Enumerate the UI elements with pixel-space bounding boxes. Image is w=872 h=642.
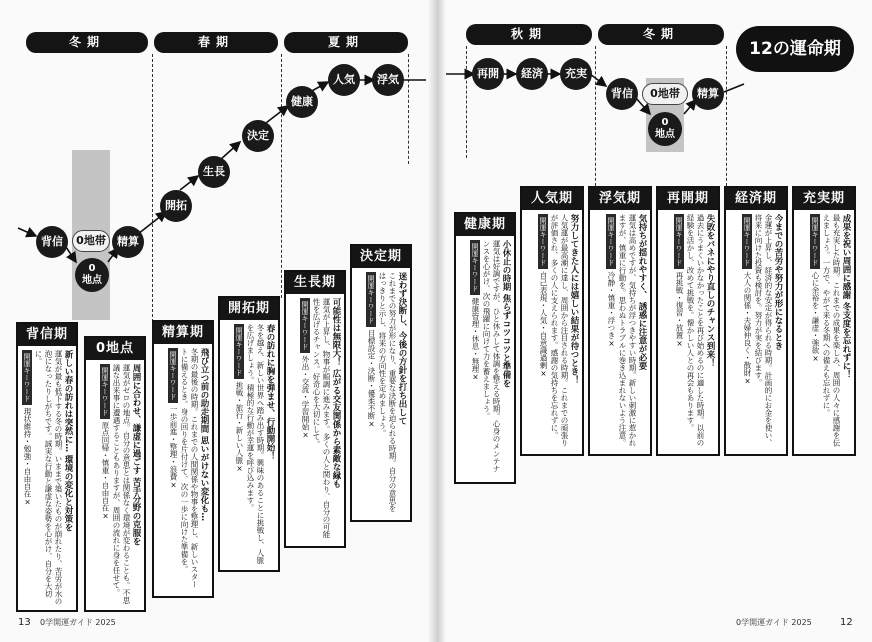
period-lead: 周囲に合わせ、謙虚に過ごす 苦手分野の克服を <box>131 364 141 546</box>
period-body: これまでの努力が形になり、重要な決断を迫られる時期。自分の意思をはっきりと示し、将来の方向性を定めましょう。 <box>378 272 397 512</box>
period-text <box>661 214 715 450</box>
node-juujitsu: 充実 <box>560 58 592 90</box>
period-lead: 可能性は無限大！ 広がる交友関係から素敵な縁も <box>331 298 341 488</box>
period-lead: 小休止の時期 焦らずコツコツと準備を <box>501 240 511 388</box>
period-column-uwaki <box>588 186 652 456</box>
season-bar-winter-left <box>26 32 148 53</box>
period-text <box>157 348 209 592</box>
period-text <box>289 298 341 542</box>
season-label: 冬期 <box>642 27 679 41</box>
keyword-label: 開運キーワード <box>100 364 110 419</box>
period-keywords: 心に余裕を・謙虚・強欲× <box>811 271 820 363</box>
period-column-seichou <box>284 270 346 548</box>
period-body: 運気は高めですが、気持ちが浮つきやすい時期。新しい刺激に惹かれますが、慎重に行動を。思わぬトラブルに巻き込まれないよう注意。 <box>618 214 637 447</box>
keyword-label: 開運キーワード <box>22 350 32 405</box>
period-keywords: 再挑戦・復習・放置× <box>675 271 684 348</box>
period-text <box>525 214 579 450</box>
season-bar-spring <box>154 32 278 53</box>
keyword-label: 開運キーワード <box>234 324 244 379</box>
period-column-kaitaku <box>218 296 280 572</box>
season-label: 秋期 <box>510 27 547 41</box>
period-lead: 気持ちが揺れやすく、 誘惑に注意が必要 <box>637 214 647 370</box>
period-body: 冬期の最後の時期。これまでの人間関係や物事を整理し、新しいスタートに備えるとき。身の回りを片付けて、次の一歩に向けた準備を。 <box>180 348 199 588</box>
keyword-label: 開運キーワード <box>538 214 548 269</box>
book-gutter <box>428 0 446 642</box>
node-kenkou: 健康 <box>286 86 318 118</box>
period-lead: 努力してきた人には嬉しい結果が待つとき！ <box>569 214 579 384</box>
period-lead: 飛び立つ前の助走期間 思いがけない変化も… <box>199 348 209 521</box>
period-body: 運気が最も低下する冬の時期。いままで築いたものが崩れたり、苦労が水の泡になったりしがちです。誠実な行動と謙虚な姿勢を心がけ、自分を大切に。 <box>34 350 63 605</box>
keyword-label: 開運キーワード <box>742 214 752 269</box>
node-saikai: 再開 <box>472 58 504 90</box>
node-seisan-right: 精算 <box>692 78 724 110</box>
period-title: 再開期 <box>658 188 718 210</box>
period-body: 運気が上昇し、物事が順調に進みます。多くの人と関わり、自分の可能性を広げるチャンス。好奇心を大切にして。 <box>312 298 331 538</box>
node-seichou: 生長 <box>198 156 230 188</box>
node-zero-point-right: 0 地点 <box>648 112 682 146</box>
keyword-label: 開運キーワード <box>300 298 310 353</box>
node-kaitaku: 開拓 <box>160 190 192 222</box>
season-divider <box>466 46 467 158</box>
keyword-label: 開運キーワード <box>366 272 376 327</box>
keyword-label: 開運キーワード <box>470 240 480 295</box>
period-keywords: 挑戦・旅行・新しい人脈× <box>235 381 244 473</box>
period-column-saikai <box>656 186 720 456</box>
period-keywords: 冷静・慎重・浮つき× <box>607 271 616 348</box>
node-haishin: 背信 <box>36 226 68 258</box>
node-zero-zone: 0地帯 <box>72 230 110 252</box>
period-lead: 今までの苦労や努力が形になるとき <box>773 214 783 350</box>
season-label: 春期 <box>197 35 234 49</box>
keyword-label: 開運キーワード <box>810 214 820 269</box>
period-title: 背信期 <box>18 324 76 346</box>
period-text <box>355 272 407 516</box>
period-text <box>797 214 851 450</box>
period-column-keizai <box>724 186 788 456</box>
season-bar-summer <box>284 32 408 53</box>
period-column-kettei <box>350 244 412 522</box>
node-uwaki: 浮気 <box>372 64 404 96</box>
period-lead: 新しい春の訪れは突然に… 環境の変化と対策を <box>63 350 73 532</box>
period-keywords: 目標設定・決断・優柔不断× <box>367 329 376 429</box>
season-divider <box>595 46 596 186</box>
period-text <box>21 350 73 606</box>
period-keywords: 外出・交流・学習開始× <box>301 355 310 440</box>
period-keywords: 健康管理・休息・無理× <box>471 297 480 382</box>
period-keywords: 現状維持・勉強・自由自在× <box>23 407 32 507</box>
node-keizai: 経済 <box>516 58 548 90</box>
period-lead: 迷わず決断し、今後の方針を打ち出して <box>397 272 407 425</box>
period-keywords: 原点回帰・慎重・自由自在× <box>101 421 110 521</box>
period-body: 人気運が最高潮に達し、周囲から注目される時期。これまでの頑張りが評価され、多くの人に支えられます。感謝の気持ちを忘れずに。 <box>550 214 569 447</box>
guide-title-right: 0学開運ガイド 2025 <box>736 618 812 627</box>
season-bar-winter-right <box>598 24 724 45</box>
page-number-left: 13 <box>18 617 31 628</box>
period-column-juujitsu <box>792 186 856 456</box>
period-title: 開拓期 <box>220 298 278 320</box>
period-body: 運気は好調ですが、ひと休みして体調を整える時期。心身のメンテナンスを心がけ、次の飛躍に向けて力を蓄えましょう。 <box>482 240 501 473</box>
node-kettei: 決定 <box>242 120 274 152</box>
period-title: 充実期 <box>794 188 854 210</box>
season-divider <box>726 46 727 186</box>
node-ninki: 人気 <box>328 64 360 96</box>
season-label: 冬期 <box>68 35 105 49</box>
period-keywords: 大人の関係・夫婦仲良く・散財× <box>743 271 752 386</box>
period-title: 生長期 <box>286 272 344 294</box>
period-title: 経済期 <box>726 188 786 210</box>
chart-title-badge: 12の運命期 <box>736 26 854 72</box>
period-title: 健康期 <box>456 214 514 236</box>
period-text <box>89 364 141 606</box>
period-body: 金運が上昇し、経済的な安定が得られる時期。計画的にお金を使い、将来に向けた投資も検討を。努力が実を結びます。 <box>754 214 773 447</box>
period-body: 最も充実した時期。これまでの成果を楽しみ、周囲の人々に感謝を伝えましょう。一方で、やがて来る冬期への備えも忘れずに。 <box>822 214 841 447</box>
period-body: 過去にうまくいかなかったことを再び始めるのに適した時期。以前の経験を活かし、改めて挑戦を。懐かしい人との再会もあります。 <box>686 214 705 447</box>
guide-title-left: 0学開運ガイド 2025 <box>40 618 116 627</box>
season-label: 夏期 <box>327 35 364 49</box>
node-seisan: 精算 <box>112 226 144 258</box>
period-column-ninki <box>520 186 584 456</box>
node-zero-zone-right: 0地帯 <box>642 83 688 105</box>
season-divider <box>408 54 409 164</box>
period-text <box>729 214 783 450</box>
period-title: 精算期 <box>154 322 212 344</box>
period-column-zero-point <box>84 336 146 612</box>
period-body: 運気がゼロの地点。自分の意思とは関係なく環境が変わることも。不思議な出来事に遭遇することもありますが、周囲の流れに身を任せて。 <box>112 364 131 604</box>
period-lead: 春の訪れに胸を弾ませ、行動開始！ <box>265 324 275 460</box>
season-bar-autumn <box>466 24 592 45</box>
period-title: 人気期 <box>522 188 582 210</box>
period-text <box>593 214 647 450</box>
keyword-label: 開運キーワード <box>168 348 178 403</box>
keyword-label: 開運キーワード <box>606 214 616 269</box>
node-haishin-right: 背信 <box>606 78 638 110</box>
period-text <box>459 240 511 478</box>
period-keywords: 自己表現・人気・自意識過剰× <box>539 271 548 378</box>
period-text <box>223 324 275 566</box>
node-zero-point: 0 地点 <box>75 258 109 292</box>
period-column-kenkou <box>454 212 516 484</box>
period-column-haishin <box>16 322 78 612</box>
keyword-label: 開運キーワード <box>674 214 684 269</box>
period-title: 浮気期 <box>590 188 650 210</box>
period-title: 決定期 <box>352 246 410 268</box>
page-number-right: 12 <box>840 617 853 628</box>
season-divider <box>281 54 282 298</box>
period-column-seisan <box>152 320 214 598</box>
season-divider <box>152 54 153 322</box>
period-lead: 成果を祝い周囲に感謝 冬支度を忘れずに！ <box>841 214 851 379</box>
period-lead: 失敗をバネにやり直しのチャンス到来！ <box>705 214 715 367</box>
period-body: 冬を越え、新しい世界へ踏み出す時期。興味のあることに挑戦し、人脈を広げましょう。積極的な行動が幸運を呼び込みます。 <box>246 324 265 564</box>
period-title: 0地点 <box>86 338 144 360</box>
period-keywords: 一歩前進・整理・浪費× <box>169 405 178 490</box>
